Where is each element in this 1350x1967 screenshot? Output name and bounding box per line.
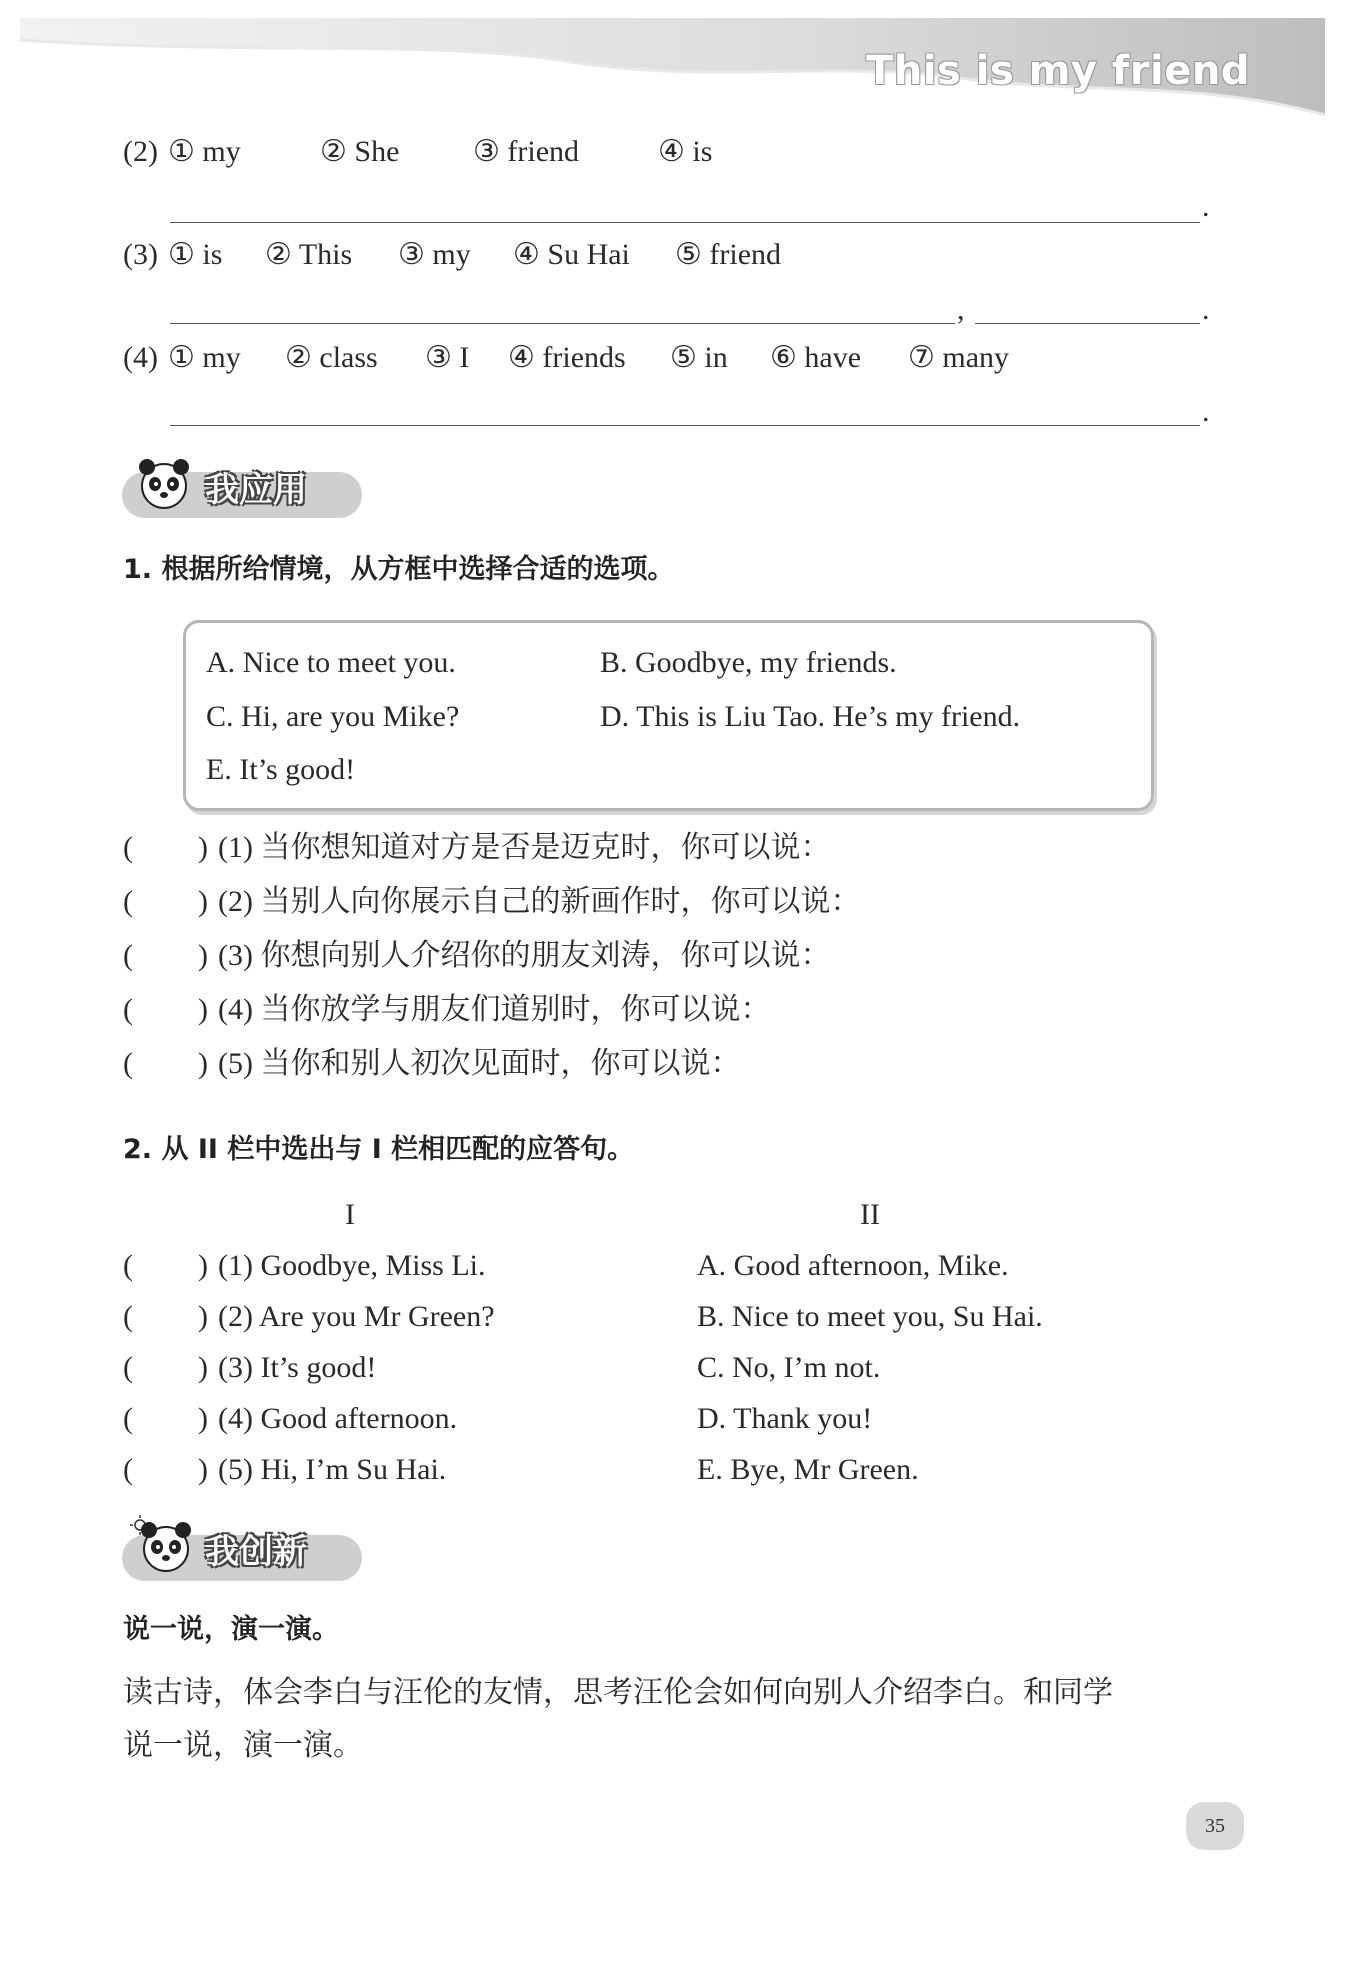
q1-item-text: (1) 当你想知道对方是否是迈克时，你可以说： bbox=[218, 831, 831, 864]
order-item-4 bbox=[123, 338, 1010, 378]
answer-paren-open: ( bbox=[123, 1047, 133, 1080]
order-word: ② class bbox=[285, 341, 378, 374]
order-word: ③ friend bbox=[473, 135, 580, 168]
answer-paren-close: ) bbox=[198, 1453, 208, 1486]
answer-line bbox=[170, 425, 1200, 426]
page-number: 35 bbox=[1186, 1802, 1244, 1850]
answer-paren-open: ( bbox=[123, 831, 133, 864]
order-word: ④ Su Hai bbox=[513, 238, 630, 271]
answer-paren-close: ) bbox=[198, 831, 208, 864]
q2-col1-item: (4) Good afternoon. bbox=[218, 1402, 458, 1435]
q1-item-3 bbox=[123, 936, 1023, 976]
period: . bbox=[1202, 190, 1210, 223]
q2-col1-item: (2) Are you Mr Green? bbox=[218, 1300, 495, 1333]
option-e: E. It’s good! bbox=[206, 753, 356, 786]
order-item-number: (2) bbox=[123, 135, 158, 168]
answer-line bbox=[975, 323, 1200, 324]
answer-paren-open: ( bbox=[123, 885, 133, 918]
order-word: ⑤ friend bbox=[675, 238, 782, 271]
answer-paren-open: ( bbox=[123, 993, 133, 1026]
answer-paren-open: ( bbox=[123, 939, 133, 972]
answer-paren-close: ) bbox=[198, 1402, 208, 1435]
order-word: ③ my bbox=[398, 238, 471, 271]
answer-paren-close: ) bbox=[198, 1351, 208, 1384]
answer-paren-close: ) bbox=[198, 1047, 208, 1080]
column-2-label: II bbox=[860, 1198, 880, 1231]
section-create-title: 我创新 bbox=[205, 1532, 307, 1572]
q3-text-line-2: 说一说，演一演。 bbox=[123, 1729, 363, 1762]
order-word: ① is bbox=[168, 238, 223, 271]
q2-col2-item: B. Nice to meet you, Su Hai. bbox=[697, 1300, 1043, 1333]
answer-paren-close: ) bbox=[198, 939, 208, 972]
order-word: ⑥ have bbox=[770, 341, 862, 374]
q1-item-text: (3) 你想向别人介绍你的朋友刘涛，你可以说： bbox=[218, 939, 831, 972]
q2-col2-item: E. Bye, Mr Green. bbox=[697, 1453, 919, 1486]
answer-paren-close: ) bbox=[198, 885, 208, 918]
period: . bbox=[1202, 293, 1210, 326]
answer-paren-open: ( bbox=[123, 1300, 133, 1333]
header-banner bbox=[0, 0, 1350, 130]
q1-item-text: (2) 当别人向你展示自己的新画作时，你可以说： bbox=[218, 885, 861, 918]
order-word: ② This bbox=[265, 238, 353, 271]
answer-paren-close: ) bbox=[198, 1249, 208, 1282]
q1-item-text: (5) 当你和别人初次见面时，你可以说： bbox=[218, 1047, 741, 1080]
order-word: ③ I bbox=[425, 341, 470, 374]
column-1-label: I bbox=[345, 1198, 355, 1231]
q3-text-line-1: 读古诗，体会李白与汪伦的友情，思考汪伦会如何向别人介绍李白。和同学 bbox=[123, 1676, 1113, 1709]
answer-paren-close: ) bbox=[198, 993, 208, 1026]
q1-heading: 1. 根据所给情境，从方框中选择合适的选项。 bbox=[123, 554, 675, 585]
option-d: D. This is Liu Tao. He’s my friend. bbox=[600, 700, 1021, 733]
q2-row-3 bbox=[123, 1348, 623, 1388]
order-word: ① my bbox=[168, 135, 241, 168]
q1-item-5 bbox=[123, 1044, 1023, 1084]
q2-row-4 bbox=[123, 1399, 623, 1439]
order-word: ⑦ many bbox=[908, 341, 1010, 374]
order-item-number: (3) bbox=[123, 238, 158, 271]
q2-col2-item: D. Thank you! bbox=[697, 1402, 873, 1435]
panda-icon bbox=[133, 453, 195, 515]
answer-paren-open: ( bbox=[123, 1249, 133, 1282]
answer-paren-close: ) bbox=[198, 1300, 208, 1333]
q2-row-2 bbox=[123, 1297, 623, 1337]
answer-line bbox=[170, 222, 1200, 223]
order-word: ④ friends bbox=[508, 341, 626, 374]
order-item-3 bbox=[123, 235, 782, 275]
q2-col1-item: (5) Hi, I’m Su Hai. bbox=[218, 1453, 447, 1486]
order-item-2 bbox=[123, 132, 713, 172]
order-word: ④ is bbox=[658, 135, 713, 168]
q1-item-1 bbox=[123, 828, 1023, 868]
option-a: A. Nice to meet you. bbox=[206, 646, 456, 679]
answer-paren-open: ( bbox=[123, 1402, 133, 1435]
panda-sun-icon bbox=[128, 1513, 198, 1579]
q3-heading: 说一说，演一演。 bbox=[123, 1614, 339, 1645]
comma: , bbox=[957, 293, 965, 326]
order-word: ⑤ in bbox=[670, 341, 728, 374]
q2-col1-item: (3) It’s good! bbox=[218, 1351, 377, 1384]
answer-line bbox=[170, 323, 955, 324]
answer-paren-open: ( bbox=[123, 1351, 133, 1384]
unit-title: This is my friend bbox=[866, 48, 1250, 94]
q2-col2-item: C. No, I’m not. bbox=[697, 1351, 881, 1384]
answer-paren-open: ( bbox=[123, 1453, 133, 1486]
q1-item-text: (4) 当你放学与朋友们道别时，你可以说： bbox=[218, 993, 771, 1026]
order-word: ② She bbox=[320, 135, 400, 168]
order-word: ① my bbox=[168, 341, 241, 374]
option-c: C. Hi, are you Mike? bbox=[206, 700, 460, 733]
q1-item-4 bbox=[123, 990, 1023, 1030]
period: . bbox=[1202, 395, 1210, 428]
section-apply-title: 我应用 bbox=[205, 470, 307, 510]
q2-heading: 2. 从 II 栏中选出与 I 栏相匹配的应答句。 bbox=[123, 1134, 635, 1165]
q2-row-1 bbox=[123, 1246, 623, 1286]
q2-col1-item: (1) Goodbye, Miss Li. bbox=[218, 1249, 486, 1282]
q1-item-2 bbox=[123, 882, 1023, 922]
q2-row-5 bbox=[123, 1450, 623, 1490]
q2-col2-item: A. Good afternoon, Mike. bbox=[697, 1249, 1009, 1282]
order-item-number: (4) bbox=[123, 341, 158, 374]
option-b: B. Goodbye, my friends. bbox=[600, 646, 897, 679]
